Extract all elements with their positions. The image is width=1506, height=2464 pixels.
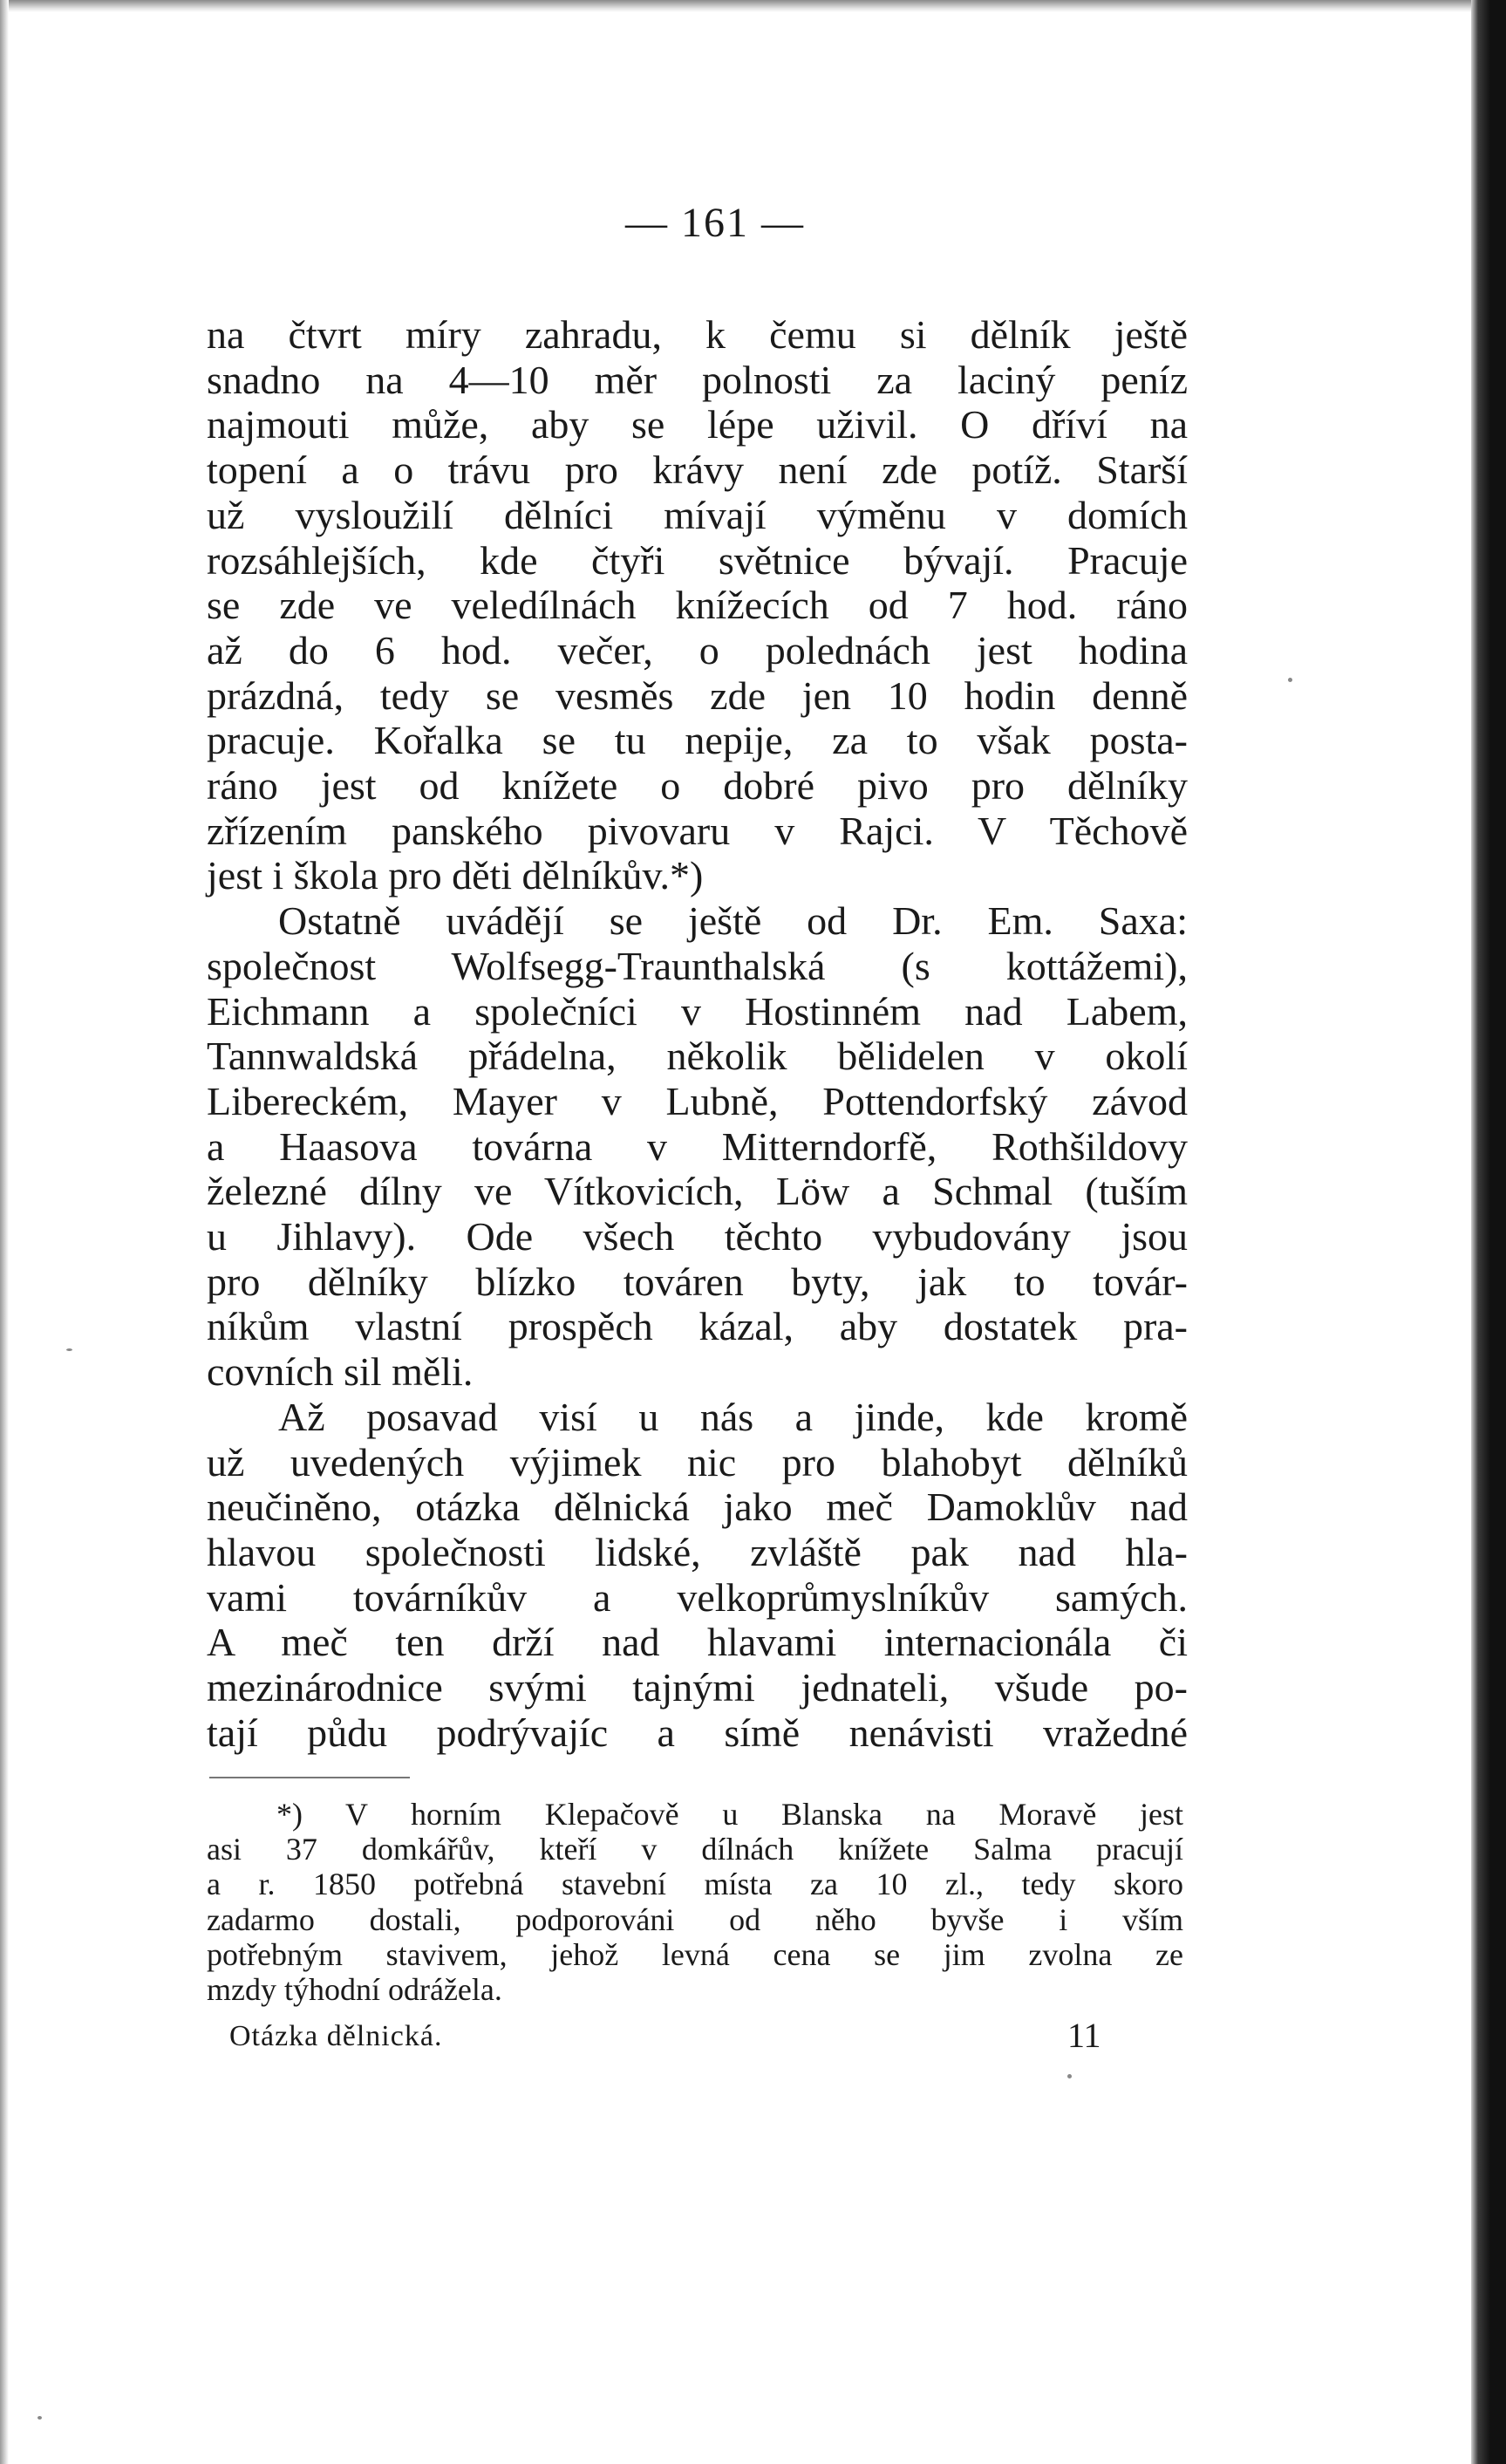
footnote-line: asi 37 domkářův, kteří v dílnách knížete Salma pracují bbox=[207, 1832, 1183, 1867]
page-edge-right bbox=[1471, 0, 1506, 2464]
body-line: Ostatně uvádějí se ještě od Dr. Em. Saxa: bbox=[278, 898, 1188, 944]
body-line: už vysloužilí dělníci mívají výměnu v domích bbox=[207, 492, 1188, 537]
body-text bbox=[207, 312, 1188, 1756]
paper-speck bbox=[1067, 2074, 1072, 2078]
body-line: rozsáhlejších, kde čtyři světnice bývají. Pracuje bbox=[207, 537, 1188, 583]
body-line: a Haasova továrna v Mitterndorfě, Rothšildovy bbox=[207, 1123, 1188, 1169]
footnote-line: zadarmo dostali, podporováni od něho byvše i vším bbox=[207, 1901, 1183, 1937]
body-line: níkům vlastní prospěch kázal, aby dostatek pra- bbox=[207, 1304, 1188, 1349]
page-number: — 161 — bbox=[625, 200, 805, 246]
body-line: železné dílny ve Vítkovicích, Löw a Schmal (tuším bbox=[207, 1169, 1188, 1214]
body-line: snadno na 4—10 měr polnosti za laciný peníz bbox=[207, 357, 1188, 402]
body-line: tají půdu podrývajíc a símě nenávisti vražedné bbox=[207, 1710, 1188, 1755]
body-line: se zde ve veledílnách knížecích od 7 hod. ráno bbox=[207, 583, 1188, 628]
body-line: Až posavad visí u nás a jinde, kde kromě bbox=[278, 1394, 1188, 1439]
body-line: Tannwaldská přádelna, několik bělidelen v okolí bbox=[207, 1034, 1188, 1079]
body-line: covních sil měli. bbox=[207, 1349, 474, 1395]
body-line: pro dělníky blízko továren byty, jak to továr- bbox=[207, 1259, 1188, 1304]
footnote-line: a r. 1850 potřebná stavební místa za 10 zl., tedy skoro bbox=[207, 1867, 1183, 1902]
footnote bbox=[207, 1797, 1183, 2007]
body-line: neučiněno, otázka dělnická jako meč Damoklův nad bbox=[207, 1485, 1188, 1530]
footnote-line: mzdy týhodní odrážela. bbox=[207, 1972, 502, 2008]
paper-speck bbox=[66, 1348, 72, 1351]
body-line: Libereckém, Mayer v Lubně, Pottendorfský závod bbox=[207, 1078, 1188, 1123]
body-line: topení a o trávu pro krávy není zde potíž. Starší bbox=[207, 447, 1188, 493]
footnote-line: *) V horním Klepačově u Blanska na Moravě jest bbox=[276, 1797, 1183, 1832]
body-line: ráno jest od knížete o dobré pivo pro dělníky bbox=[207, 763, 1188, 809]
signature-number: 11 bbox=[1067, 2016, 1101, 2055]
body-line: společnost Wolfsegg-Traunthalská (s kottážemi), bbox=[207, 943, 1188, 988]
footnote-divider bbox=[209, 1777, 410, 1778]
body-line: A meč ten drží nad hlavami internacionála či bbox=[207, 1620, 1188, 1665]
body-line: zřízením panského pivovaru v Rajci. V Těchově bbox=[207, 808, 1188, 853]
body-line: pracuje. Kořalka se tu nepije, za to však posta- bbox=[207, 718, 1188, 763]
page-edge-left bbox=[0, 0, 9, 2464]
body-line: už uvedených výjimek nic pro blahobyt dělníků bbox=[207, 1439, 1188, 1485]
footnote-line: potřebným stavivem, jehož levná cena se jim zvolna ze bbox=[207, 1936, 1183, 1972]
body-line: na čtvrt míry zahradu, k čemu si dělník ještě bbox=[207, 312, 1188, 357]
body-line: prázdná, tedy se vesměs zde jen 10 hodin denně bbox=[207, 672, 1188, 718]
body-line: Eichmann a společníci v Hostinném nad Labem, bbox=[207, 988, 1188, 1034]
body-line: najmouti může, aby se lépe uživil. O dříví na bbox=[207, 402, 1188, 447]
body-line: jest i škola pro děti dělníkův.*) bbox=[207, 853, 704, 898]
body-line: až do 6 hod. večer, o polednách jest hodina bbox=[207, 627, 1188, 672]
signature-mark: Otázka dělnická. bbox=[229, 2020, 443, 2052]
page-edge-top bbox=[0, 0, 1506, 12]
paper-speck bbox=[1288, 678, 1292, 682]
body-line: u Jihlavy). Ode všech těchto vybudovány jsou bbox=[207, 1214, 1188, 1259]
body-line: vami továrníkův a velkoprůmyslníkův samých. bbox=[207, 1574, 1188, 1620]
body-line: mezinárodnice svými tajnými jednateli, všude po- bbox=[207, 1665, 1188, 1710]
body-line: hlavou společnosti lidské, zvláště pak nad hla- bbox=[207, 1529, 1188, 1574]
paper-speck bbox=[37, 2416, 42, 2420]
